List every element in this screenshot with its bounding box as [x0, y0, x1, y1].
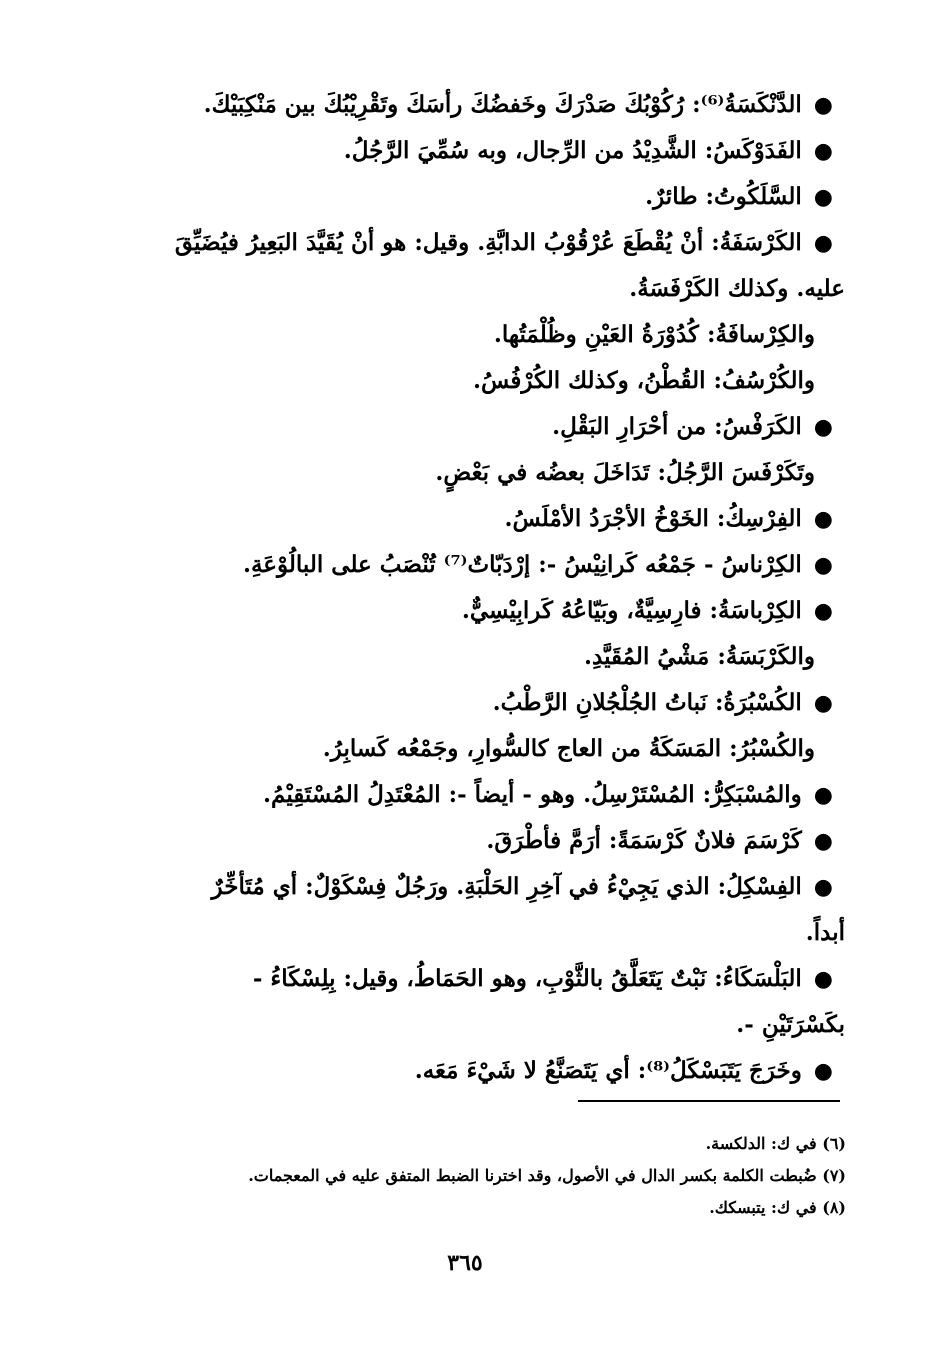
- bullet-icon: ●: [813, 184, 833, 210]
- entry-text: أبداً.: [805, 919, 845, 946]
- bullet-icon: ●: [813, 690, 833, 716]
- entry-line: [110, 450, 845, 496]
- bullet-icon: ●: [813, 966, 833, 992]
- entry-text: وخَرَجَ يَتَبَسْكَلُ⁽⁸⁾: أي يَتَصَنَّعُ لا شَيْءَ مَعَه.: [414, 1057, 802, 1084]
- entry-line: [110, 312, 845, 358]
- entry-text: الدَّنْكَسَةُ⁽⁶⁾: رُكُوْبُكَ صَدْرَكَ وخَفضُكَ رأسَكَ وتَقْرِيْبُكَ بين مَنْكِبَيْكَ.: [203, 91, 802, 118]
- entry-line-bulleted: [110, 818, 845, 864]
- entry-text: والكَرْبَسَةُ: مَشْيُ المُقَيَّدِ.: [583, 643, 815, 670]
- entry-line: [110, 726, 845, 772]
- entry-line-bulleted: [110, 588, 845, 634]
- footnote: (٦) في ك: الدلكسة.: [705, 1134, 846, 1153]
- entry-line-bulleted: [110, 680, 845, 726]
- bullet-icon: ●: [813, 230, 833, 256]
- entry-line: [110, 634, 845, 680]
- entry-text: الكَرْسَفَةُ: أنْ يُقْطَعَ عُرْقُوْبُ الدابَّةِ. وقيل: هو أنْ يُقَيَّدَ البَعِيرُ فيُضَيِّقَ: [174, 229, 802, 256]
- entry-line: [110, 358, 845, 404]
- footnote: (٧) ضُبطت الكلمة بكسر الدال في الأصول، وقد اخترنا الضبط المتفق عليه في المعجمات.: [248, 1166, 846, 1185]
- entry-text: الكُسْبُرَةُ: نَباتُ الجُلْجُلانِ الرَّطْبُ.: [492, 689, 802, 716]
- bullet-icon: ●: [813, 598, 833, 624]
- entry-line-bulleted: [110, 1048, 845, 1094]
- entry-text: والمُسْبَكِرُّ: المُسْتَرْسِلُ. وهو - أيضاً -: المُعْتَدِلُ المُسْتَقِيْمُ.: [263, 781, 802, 808]
- footnote: (٨) في ك: يتبسكك.: [709, 1198, 846, 1217]
- entry-text: كَرْسَمَ فلانٌ كَرْسَمَةً: أرَمَّ فأطْرَقَ.: [486, 827, 802, 854]
- entry-text: الكَرَفْسُ: من أحْرَارِ البَقْلِ.: [552, 413, 802, 440]
- entry-text: وتَكَرْفَسَ الرَّجُلُ: تَدَاخَلَ بعضُه في بَعْضٍ.: [435, 459, 815, 486]
- bullet-icon: ●: [813, 782, 833, 808]
- bullet-icon: ●: [813, 92, 833, 118]
- entry-line-bulleted: [110, 220, 845, 266]
- entry-text: الكِرْباسَةُ: فارِسِيَّةٌ، وبَيّاعُهُ كَرابِيْسِيٌّ.: [461, 597, 802, 624]
- entry-line: [110, 910, 845, 956]
- entry-text: الفِسْكِلُ: الذي يَجِيْءُ في آخِرِ الحَلْبَةِ. ورَجُلٌ فِسْكَوْلٌ: أي مُتَأخِّرٌ: [211, 873, 802, 900]
- entry-line-bulleted: [110, 128, 845, 174]
- bullet-icon: ●: [813, 874, 833, 900]
- footnotes: [150, 1128, 846, 1224]
- entry-text: والكُسْبُرُ: المَسَكَةُ من العاج كالسُّوارِ، وجَمْعُه كَسابِرُ.: [322, 735, 815, 762]
- entry-line: [110, 1002, 845, 1048]
- page-number: ٣٦٥: [447, 1250, 483, 1276]
- entry-line: [110, 266, 845, 312]
- entry-line-bulleted: [110, 404, 845, 450]
- entry-text: عليه. وكذلك الكَرْفَسَةُ.: [629, 275, 845, 302]
- dictionary-entries: [110, 82, 845, 1094]
- entry-line-bulleted: [110, 864, 845, 910]
- entry-text: بكَسْرَتَيْنِ -.: [736, 1011, 845, 1038]
- entry-line-bulleted: [110, 82, 845, 128]
- bullet-icon: ●: [813, 138, 833, 164]
- entry-line-bulleted: [110, 956, 845, 1002]
- entry-text: والكُرْسُفُ: القُطْنُ، وكذلك الكُرْفُسُ.: [473, 367, 815, 394]
- bullet-icon: ●: [813, 506, 833, 532]
- entry-line-bulleted: [110, 772, 845, 818]
- entry-line-bulleted: [110, 496, 845, 542]
- bullet-icon: ●: [813, 1058, 833, 1084]
- entry-line-bulleted: [110, 174, 845, 220]
- entry-text: السَّلَكُوتُ: طائرٌ.: [645, 183, 802, 210]
- entry-line-bulleted: [110, 542, 845, 588]
- bullet-icon: ●: [813, 828, 833, 854]
- entry-text: الفَدَوْكَسُ: الشَّدِيْدُ من الرِّجال، وبه سُمِّيَ الرَّجُلُ.: [343, 137, 802, 164]
- bullet-icon: ●: [813, 414, 833, 440]
- footnote-separator: [578, 1100, 840, 1102]
- entry-text: البَلْسَكَاءُ: نَبْتٌ يَتَعَلَّقُ بالثَّوْبِ، وهو الحَمَاطُ، وقيل: بِلِسْكَاءُ -: [252, 965, 802, 992]
- entry-text: والكِرْسافَةُ: كُدُوْرَةُ العَيْنِ وظُلْمَتُها.: [493, 321, 815, 348]
- bullet-icon: ●: [813, 552, 833, 578]
- entry-text: الفِرْسِكُ: الخَوْخُ الأجْرَدُ الأمْلَسُ.: [504, 505, 802, 532]
- entry-text: الكِرْناسُ - جَمْعُه كَرانِيْسُ -: إرْدَبّاتٌ⁽⁷⁾ تُنْصَبُ على البالُوْعَةِ.: [242, 551, 802, 578]
